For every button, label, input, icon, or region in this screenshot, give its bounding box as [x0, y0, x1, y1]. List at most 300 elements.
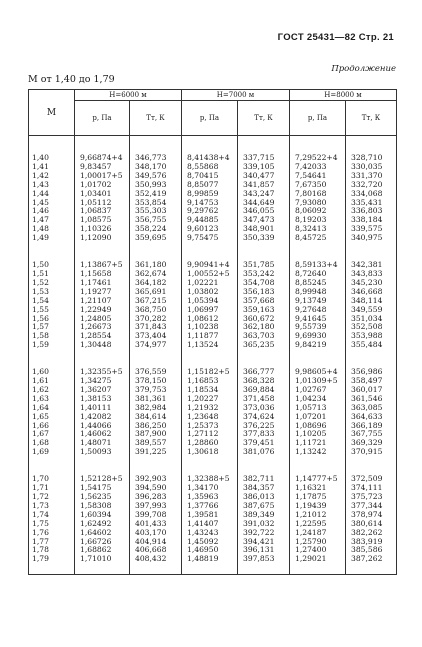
pressure-cell: 1,15658 [75, 270, 130, 279]
temperature-cell: 343,247 [238, 190, 290, 199]
pressure-cell: 7,93080 [290, 199, 346, 208]
temperature-cell: 331,370 [346, 172, 397, 181]
temperature-cell: 368,750 [130, 306, 182, 315]
temperature-header: Tт, К [130, 101, 182, 136]
pressure-cell: 1,03401 [75, 190, 130, 199]
temperature-cell: 406,668 [130, 546, 182, 555]
spacer-cell [130, 350, 182, 368]
pressure-cell: 1,03802 [182, 288, 238, 297]
temperature-cell: 392,722 [238, 529, 290, 538]
pressure-cell: 8,32413 [290, 225, 346, 234]
temperature-cell: 377,833 [238, 430, 290, 439]
spacer-cell [238, 136, 290, 155]
mach-cell: 1,53 [29, 288, 75, 297]
pressure-cell: 1,32388+5 [182, 475, 238, 484]
temperature-cell: 378,150 [130, 377, 182, 386]
temperature-cell: 350,993 [130, 181, 182, 190]
pressure-cell: 1,20227 [182, 395, 238, 404]
pressure-cell: 1,13242 [290, 448, 346, 457]
temperature-cell: 397,993 [130, 502, 182, 511]
temperature-cell: 379,451 [238, 439, 290, 448]
pressure-cell: 1,29021 [290, 555, 346, 564]
temperature-cell: 404,914 [130, 538, 182, 547]
temperature-cell: 356,755 [130, 216, 182, 225]
pressure-cell: 1,36207 [75, 386, 130, 395]
temperature-cell: 371,458 [238, 395, 290, 404]
pressure-cell: 1,06837 [75, 207, 130, 216]
temperature-cell: 374,624 [238, 413, 290, 422]
pressure-cell: 9,27648 [290, 306, 346, 315]
temperature-cell: 341,857 [238, 181, 290, 190]
pressure-cell: 1,14777+5 [290, 475, 346, 484]
temperature-cell: 386,250 [130, 422, 182, 431]
spacer-cell [75, 350, 130, 368]
mach-cell: 1,50 [29, 261, 75, 270]
spacer-cell [75, 136, 130, 155]
pressure-cell: 8,85245 [290, 279, 346, 288]
mach-cell: 1,67 [29, 430, 75, 439]
table-row [29, 306, 397, 315]
pressure-cell: 1,16321 [290, 484, 346, 493]
pressure-cell: 1,48819 [182, 555, 238, 564]
pressure-cell: 1,66726 [75, 538, 130, 547]
spacer-cell [182, 136, 238, 155]
temperature-cell: 346,668 [346, 288, 397, 297]
temperature-cell: 364,182 [130, 279, 182, 288]
spacer-cell [290, 136, 346, 155]
temperature-cell: 349,559 [346, 306, 397, 315]
mach-cell: 1,62 [29, 386, 75, 395]
temperature-cell: 366,777 [238, 368, 290, 377]
spacer-cell [182, 243, 238, 261]
altitude-header-7000: Н=7000 м [182, 90, 290, 101]
temperature-cell: 363,703 [238, 332, 290, 341]
temperature-cell: 394,590 [130, 484, 182, 493]
temperature-cell: 387,675 [238, 502, 290, 511]
mach-cell: 1,61 [29, 377, 75, 386]
temperature-cell: 374,111 [346, 484, 397, 493]
pressure-cell: 1,39581 [182, 511, 238, 520]
table-row [29, 448, 397, 457]
temperature-cell: 374,977 [130, 341, 182, 350]
pressure-cell: 9,75475 [182, 234, 238, 243]
pressure-cell: 1,06997 [182, 306, 238, 315]
pressure-cell: 1,05713 [290, 404, 346, 413]
pressure-cell: 1,46950 [182, 546, 238, 555]
temperature-cell: 373,036 [238, 404, 290, 413]
table-row [29, 538, 397, 547]
mach-cell: 1,75 [29, 520, 75, 529]
table-row [29, 199, 397, 208]
mach-cell: 1,57 [29, 323, 75, 332]
table-row [29, 270, 397, 279]
pressure-cell: 1,18534 [182, 386, 238, 395]
pressure-cell: 7,80168 [290, 190, 346, 199]
temperature-cell: 346,773 [130, 154, 182, 163]
temperature-cell: 353,854 [130, 199, 182, 208]
pressure-cell: 1,17461 [75, 279, 130, 288]
pressure-cell: 1,04234 [290, 395, 346, 404]
temperature-cell: 351,785 [238, 261, 290, 270]
spacer-cell [75, 243, 130, 261]
spacer-cell [346, 136, 397, 155]
table-row [29, 395, 397, 404]
temperature-cell: 387,262 [346, 555, 397, 564]
temperature-cell: 351,034 [346, 315, 397, 324]
pressure-cell: 1,24187 [290, 529, 346, 538]
pressure-cell: 1,52128+5 [75, 475, 130, 484]
pressure-cell: 1,00552+5 [182, 270, 238, 279]
temperature-cell: 345,230 [346, 279, 397, 288]
table-row [29, 261, 397, 270]
pressure-cell: 1,10326 [75, 225, 130, 234]
temperature-cell: 382,262 [346, 529, 397, 538]
mach-cell: 1,44 [29, 190, 75, 199]
table-row [29, 225, 397, 234]
pressure-cell: 1,30448 [75, 341, 130, 350]
pressure-cell: 9,13749 [290, 297, 346, 306]
spacer-cell [238, 243, 290, 261]
pressure-cell: 1,27112 [182, 430, 238, 439]
mach-cell: 1,59 [29, 341, 75, 350]
pressure-cell: 1,37766 [182, 502, 238, 511]
pressure-cell: 9,98605+4 [290, 368, 346, 377]
temperature-cell: 361,180 [130, 261, 182, 270]
spacer-cell [130, 136, 182, 155]
temperature-cell: 353,242 [238, 270, 290, 279]
mach-cell: 1,63 [29, 395, 75, 404]
temperature-cell: 352,419 [130, 190, 182, 199]
pressure-cell: 7,67350 [290, 181, 346, 190]
pressure-cell: 8,59133+4 [290, 261, 346, 270]
temperature-cell: 370,915 [346, 448, 397, 457]
pressure-cell: 7,54641 [290, 172, 346, 181]
temperature-cell: 376,559 [130, 368, 182, 377]
pressure-cell: 1,17875 [290, 493, 346, 502]
pressure-cell: 1,44066 [75, 422, 130, 431]
temperature-cell: 358,497 [346, 377, 397, 386]
table-row [29, 234, 397, 243]
temperature-header: Tт, К [238, 101, 290, 136]
pressure-cell: 1,45092 [182, 538, 238, 547]
pressure-cell: 1,10205 [290, 430, 346, 439]
temperature-cell: 340,477 [238, 172, 290, 181]
temperature-cell: 358,224 [130, 225, 182, 234]
mach-cell: 1,51 [29, 270, 75, 279]
temperature-cell: 337,715 [238, 154, 290, 163]
mach-cell: 1,78 [29, 546, 75, 555]
temperature-cell: 367,755 [346, 430, 397, 439]
temperature-cell: 359,163 [238, 306, 290, 315]
pressure-cell: 1,28554 [75, 332, 130, 341]
pressure-cell: 8,06092 [290, 207, 346, 216]
temperature-cell: 339,105 [238, 163, 290, 172]
pressure-cell: 8,41438+4 [182, 154, 238, 163]
mach-cell: 1,46 [29, 207, 75, 216]
temperature-cell: 364,633 [346, 413, 397, 422]
spacer-cell [29, 350, 75, 368]
temperature-cell: 362,180 [238, 323, 290, 332]
spacer-cell [29, 243, 75, 261]
spacer-cell [130, 243, 182, 261]
mach-cell: 1,76 [29, 529, 75, 538]
pressure-cell: 7,42033 [290, 163, 346, 172]
temperature-cell: 397,853 [238, 555, 290, 564]
pressure-header: р, Па [290, 101, 346, 136]
table-row [29, 430, 397, 439]
temperature-cell: 365,235 [238, 341, 290, 350]
mach-cell: 1,60 [29, 368, 75, 377]
mach-cell: 1,65 [29, 413, 75, 422]
table-row [29, 377, 397, 386]
pressure-cell: 1,68862 [75, 546, 130, 555]
temperature-cell: 360,672 [238, 315, 290, 324]
spacer-cell [130, 457, 182, 475]
temperature-cell: 383,919 [346, 538, 397, 547]
pressure-cell: 1,26673 [75, 323, 130, 332]
pressure-cell: 1,21012 [290, 511, 346, 520]
spacer-cell [346, 243, 397, 261]
mach-cell: 1,73 [29, 502, 75, 511]
pressure-cell: 8,45725 [290, 234, 346, 243]
temperature-cell: 357,668 [238, 297, 290, 306]
pressure-header: р, Па [182, 101, 238, 136]
pressure-cell: 1,05112 [75, 199, 130, 208]
pressure-cell: 9,90941+4 [182, 261, 238, 270]
pressure-cell: 8,99948 [290, 288, 346, 297]
temperature-cell: 373,404 [130, 332, 182, 341]
mach-cell: 1,69 [29, 448, 75, 457]
temperature-cell: 339,575 [346, 225, 397, 234]
spacer-cell [182, 350, 238, 368]
mach-cell: 1,52 [29, 279, 75, 288]
temperature-cell: 370,282 [130, 315, 182, 324]
pressure-cell: 1,08575 [75, 216, 130, 225]
temperature-cell: 380,614 [346, 520, 397, 529]
temperature-cell: 348,170 [130, 163, 182, 172]
pressure-cell: 1,13524 [182, 341, 238, 350]
mach-cell: 1,64 [29, 404, 75, 413]
table-row [29, 332, 397, 341]
pressure-cell: 1,00017+5 [75, 172, 130, 181]
temperature-cell: 353,988 [346, 332, 397, 341]
temperature-cell: 396,131 [238, 546, 290, 555]
spacer-cell [290, 457, 346, 475]
pressure-cell: 8,85077 [182, 181, 238, 190]
temperature-cell: 387,900 [130, 430, 182, 439]
table-row [29, 546, 397, 555]
pressure-cell: 7,29522+4 [290, 154, 346, 163]
pressure-cell: 1,21107 [75, 297, 130, 306]
temperature-cell: 366,189 [346, 422, 397, 431]
spacer-cell [182, 457, 238, 475]
temperature-cell: 367,215 [130, 297, 182, 306]
bottom-cell [238, 564, 290, 575]
bottom-cell [29, 564, 75, 575]
pressure-cell: 1,16853 [182, 377, 238, 386]
temperature-cell: 401,433 [130, 520, 182, 529]
pressure-cell: 1,21932 [182, 404, 238, 413]
temperature-cell: 332,720 [346, 181, 397, 190]
table-row [29, 502, 397, 511]
mach-cell: 1,54 [29, 297, 75, 306]
pressure-cell: 1,62492 [75, 520, 130, 529]
table-row [29, 493, 397, 502]
atmosphere-table [28, 89, 397, 575]
spacer-cell [75, 457, 130, 475]
temperature-cell: 354,708 [238, 279, 290, 288]
table-row [29, 190, 397, 199]
pressure-cell: 1,02767 [290, 386, 346, 395]
pressure-cell: 9,84219 [290, 341, 346, 350]
spacer-cell [29, 457, 75, 475]
pressure-cell: 1,08612 [182, 315, 238, 324]
temperature-cell: 362,674 [130, 270, 182, 279]
table-row [29, 323, 397, 332]
temperature-cell: 391,032 [238, 520, 290, 529]
temperature-cell: 365,691 [130, 288, 182, 297]
pressure-cell: 1,25790 [290, 538, 346, 547]
mach-cell: 1,71 [29, 484, 75, 493]
temperature-cell: 346,055 [238, 207, 290, 216]
mach-cell: 1,79 [29, 555, 75, 564]
pressure-cell: 1,25373 [182, 422, 238, 431]
table-row [29, 511, 397, 520]
temperature-cell: 392,903 [130, 475, 182, 484]
temperature-cell: 384,357 [238, 484, 290, 493]
temperature-cell: 336,803 [346, 207, 397, 216]
temperature-cell: 368,328 [238, 377, 290, 386]
temperature-cell: 399,708 [130, 511, 182, 520]
table-row [29, 181, 397, 190]
table-row [29, 529, 397, 538]
mach-cell: 1,45 [29, 199, 75, 208]
mach-cell: 1,42 [29, 172, 75, 181]
table-row [29, 297, 397, 306]
pressure-cell: 9,29762 [182, 207, 238, 216]
pressure-header: р, Па [75, 101, 130, 136]
bottom-cell [290, 564, 346, 575]
table-row [29, 368, 397, 377]
pressure-cell: 1,01309+5 [290, 377, 346, 386]
temperature-cell: 348,901 [238, 225, 290, 234]
altitude-header-8000: Н=8000 м [290, 90, 397, 101]
pressure-cell: 9,14753 [182, 199, 238, 208]
mach-cell: 1,48 [29, 225, 75, 234]
pressure-cell: 1,32355+5 [75, 368, 130, 377]
table-row [29, 288, 397, 297]
temperature-cell: 356,183 [238, 288, 290, 297]
pressure-cell: 1,23648 [182, 413, 238, 422]
pressure-cell: 1,60394 [75, 511, 130, 520]
mach-cell: 1,68 [29, 439, 75, 448]
pressure-cell: 1,48071 [75, 439, 130, 448]
pressure-cell: 1,11877 [182, 332, 238, 341]
pressure-cell: 1,22595 [290, 520, 346, 529]
temperature-cell: 382,984 [130, 404, 182, 413]
temperature-cell: 361,546 [346, 395, 397, 404]
mach-cell: 1,47 [29, 216, 75, 225]
table-row [29, 315, 397, 324]
temperature-cell: 363,085 [346, 404, 397, 413]
mach-cell: 1,55 [29, 306, 75, 315]
temperature-cell: 372,509 [346, 475, 397, 484]
pressure-cell: 9,44885 [182, 216, 238, 225]
temperature-cell: 369,884 [238, 386, 290, 395]
table-row [29, 439, 397, 448]
temperature-cell: 376,225 [238, 422, 290, 431]
table-row [29, 154, 397, 163]
temperature-cell: 381,076 [238, 448, 290, 457]
pressure-cell: 9,69930 [290, 332, 346, 341]
temperature-cell: 396,283 [130, 493, 182, 502]
temperature-cell: 355,484 [346, 341, 397, 350]
pressure-cell: 1,19277 [75, 288, 130, 297]
pressure-cell: 1,46062 [75, 430, 130, 439]
pressure-cell: 9,66874+4 [75, 154, 130, 163]
temperature-cell: 335,431 [346, 199, 397, 208]
temperature-cell: 340,975 [346, 234, 397, 243]
pressure-cell: 1,35963 [182, 493, 238, 502]
table-row [29, 172, 397, 181]
pressure-cell: 1,28860 [182, 439, 238, 448]
mach-cell: 1,56 [29, 315, 75, 324]
pressure-cell: 1,38153 [75, 395, 130, 404]
mach-cell: 1,72 [29, 493, 75, 502]
temperature-cell: 403,170 [130, 529, 182, 538]
pressure-cell: 8,70415 [182, 172, 238, 181]
pressure-cell: 1,30618 [182, 448, 238, 457]
continuation-label: Продолжение [331, 64, 396, 74]
page-number: Стр. 21 [358, 32, 394, 43]
bottom-cell [75, 564, 130, 575]
pressure-cell: 1,58308 [75, 502, 130, 511]
spacer-cell [290, 243, 346, 261]
table-row [29, 163, 397, 172]
temperature-cell: 352,508 [346, 323, 397, 332]
temperature-cell: 389,349 [238, 511, 290, 520]
altitude-header-6000: Н=6000 м [75, 90, 182, 101]
pressure-cell: 1,15182+5 [182, 368, 238, 377]
temperature-cell: 359,695 [130, 234, 182, 243]
table-row [29, 216, 397, 225]
temperature-cell: 379,753 [130, 386, 182, 395]
temperature-cell: 369,329 [346, 439, 397, 448]
temperature-header: Tт, К [346, 101, 397, 136]
pressure-cell: 8,55868 [182, 163, 238, 172]
pressure-cell: 1,34275 [75, 377, 130, 386]
pressure-cell: 9,60123 [182, 225, 238, 234]
pressure-cell: 1,05394 [182, 297, 238, 306]
group-spacer [29, 136, 397, 155]
pressure-cell: 1,64602 [75, 529, 130, 538]
table-body [29, 136, 397, 575]
pressure-cell: 1,12090 [75, 234, 130, 243]
temperature-cell: 338,184 [346, 216, 397, 225]
pressure-cell: 1,19439 [290, 502, 346, 511]
mach-cell: 1,49 [29, 234, 75, 243]
group-spacer [29, 350, 397, 368]
spacer-cell [238, 350, 290, 368]
pressure-cell: 1,13867+5 [75, 261, 130, 270]
group-spacer [29, 243, 397, 261]
mach-cell: 1,41 [29, 163, 75, 172]
table-row [29, 207, 397, 216]
table-row [29, 520, 397, 529]
pressure-cell: 1,50093 [75, 448, 130, 457]
mach-cell: 1,77 [29, 538, 75, 547]
pressure-cell: 1,43243 [182, 529, 238, 538]
